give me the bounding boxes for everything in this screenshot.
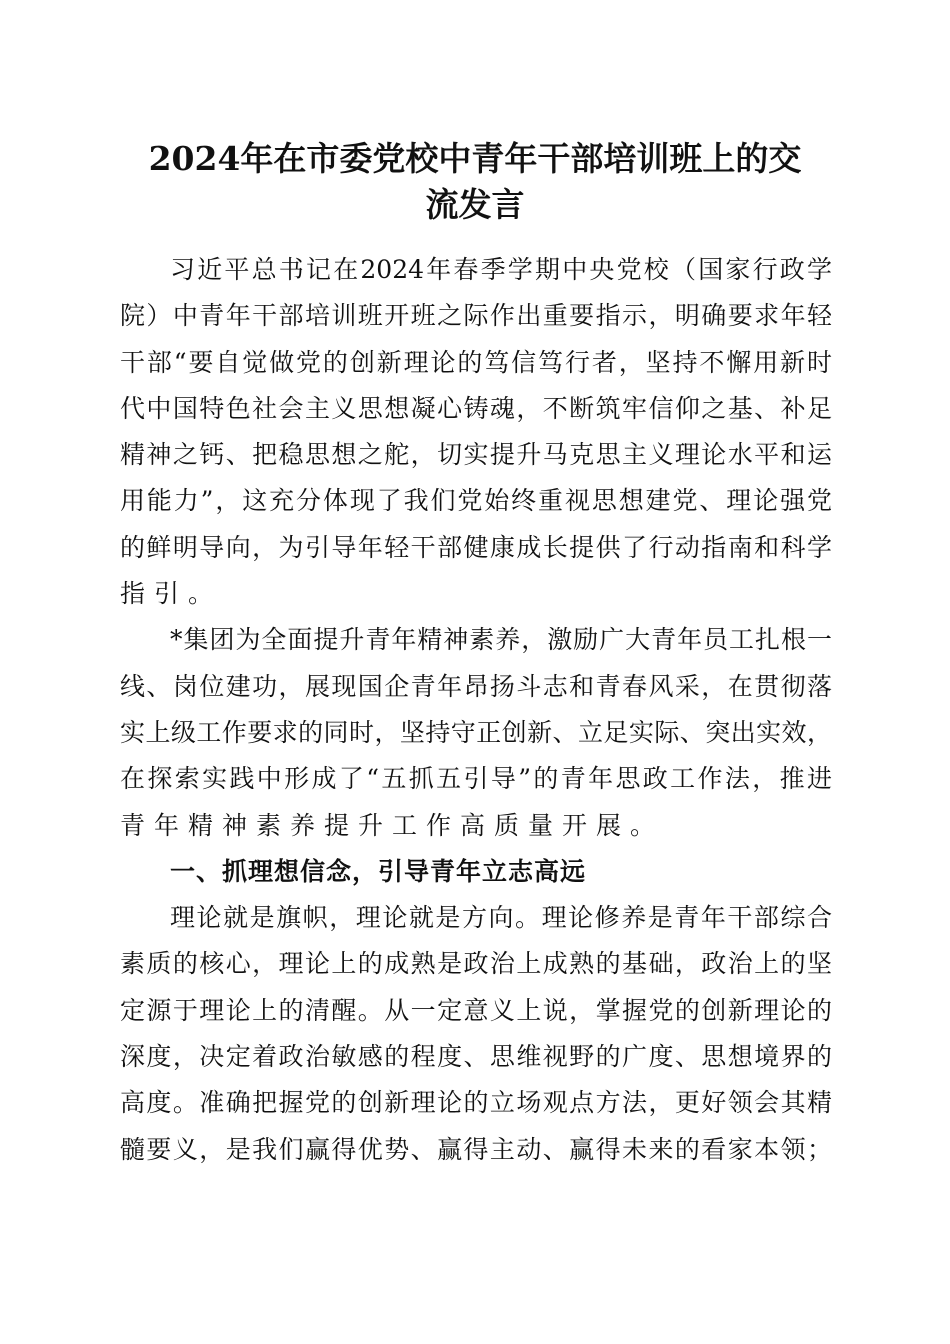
text-line: 指引。 bbox=[120, 579, 223, 609]
document-body bbox=[120, 247, 832, 1173]
text-line: 高度。准确把握党的创新理论的立场观点方法，更好领会其精 bbox=[120, 1088, 832, 1118]
paragraph-group bbox=[120, 617, 832, 848]
text-line: 习近平总书记在2024年春季学期中央党校（国家行政学 bbox=[170, 255, 832, 284]
text-line: 在探索实践中形成了“五抓五引导”的青年思政工作法，推进 bbox=[120, 764, 832, 794]
text-line: 代中国特色社会主义思想凝心铸魂，不断筑牢信仰之基、补足 bbox=[120, 393, 832, 423]
text-line: 院）中青年干部培训班开班之际作出重要指示，明确要求年轻 bbox=[120, 301, 832, 331]
text-line: 定源于理论上的清醒。从一定意义上说，掌握党的创新理论的 bbox=[120, 995, 832, 1025]
text-line: 理论就是旗帜，理论就是方向。理论修养是青年干部综合 bbox=[170, 903, 832, 933]
text-line: 的鲜明导向，为引导年轻干部健康成长提供了行动指南和科学 bbox=[120, 532, 832, 562]
section-heading: 一、抓理想信念，引导青年立志高远 bbox=[170, 856, 587, 886]
text-line: 青年精神素养提升工作高质量开展。 bbox=[120, 810, 665, 840]
title-line: 流发言 bbox=[425, 185, 525, 224]
text-line: 精神之钙、把稳思想之舵，切实提升马克思主义理论水平和运 bbox=[120, 440, 832, 470]
text-line: *集团为全面提升青年精神素养，激励广大青年员工扎根一 bbox=[170, 625, 832, 655]
document-title bbox=[110, 136, 840, 228]
text-line: 干部“要自觉做党的创新理论的笃信笃行者，坚持不懈用新时 bbox=[120, 347, 832, 377]
paragraph-theory bbox=[120, 895, 832, 1173]
text-line: 线、岗位建功，展现国企青年昂扬斗志和青春风采，在贯彻落 bbox=[120, 671, 832, 701]
text-line: 素质的核心，理论上的成熟是政治上成熟的基础，政治上的坚 bbox=[120, 949, 832, 979]
title-line: 2024年在市委党校中青年干部培训班上的交 bbox=[148, 139, 802, 178]
text-line: 深度，决定着政治敏感的程度、思维视野的广度、思想境界的 bbox=[120, 1042, 832, 1072]
text-line: 用能力”，这充分体现了我们党始终重视思想建党、理论强党 bbox=[120, 486, 832, 516]
paragraph-intro bbox=[120, 247, 832, 617]
text-line: 实上级工作要求的同时，坚持守正创新、立足实际、突出实效， bbox=[120, 717, 832, 747]
text-line: 髓要义，是我们赢得优势、赢得主动、赢得未来的看家本领； bbox=[120, 1134, 832, 1164]
